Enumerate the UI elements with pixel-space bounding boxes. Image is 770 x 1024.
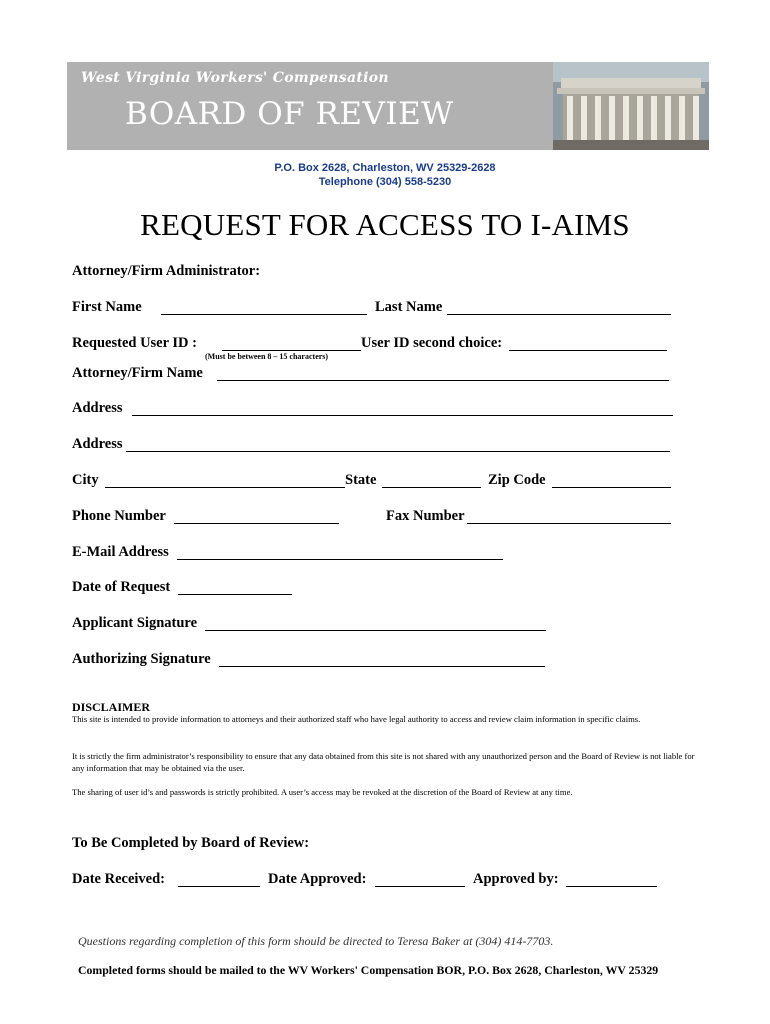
address2-field[interactable] <box>126 451 670 452</box>
requested-user-id-label: Requested User ID : <box>72 335 197 351</box>
address1-label: Address <box>72 400 123 416</box>
email-label: E-Mail Address <box>72 544 169 560</box>
board-heading: To Be Completed by Board of Review: <box>72 835 310 851</box>
city-field[interactable] <box>105 487 345 488</box>
questions-note: Questions regarding completion of this form should be directed to Teresa Baker at (304) 414-7703. <box>78 934 554 948</box>
header-banner <box>67 62 709 150</box>
phone-label: Phone Number <box>72 508 166 524</box>
user-id-hint: (Must be between 8 – 15 characters) <box>205 352 329 361</box>
user-id-second-field[interactable] <box>509 350 667 351</box>
first-name-field[interactable] <box>161 314 367 315</box>
approved-by-label: Approved by: <box>473 871 559 887</box>
disclaimer-paragraph-3: The sharing of user id’s and passwords is strictly prohibited. A user’s access may be revoked at the discretion of the Board of Review at any time. <box>72 787 573 797</box>
telephone-line: Telephone (304) 558-5230 <box>318 176 452 188</box>
date-approved-field[interactable] <box>375 886 465 887</box>
authorizing-signature-field[interactable] <box>219 666 545 667</box>
state-label: State <box>345 472 377 488</box>
address2-label: Address <box>72 436 123 452</box>
section-label: Attorney/Firm Administrator: <box>72 263 261 279</box>
applicant-signature-field[interactable] <box>205 630 546 631</box>
disclaimer-paragraph-2: It is strictly the firm administrator’s responsibility to ensure that any data obtained from this site is not shared with any unauthorized person and the Board of Review is not liable for any information that may be obtained via the user. <box>72 751 695 773</box>
date-received-field[interactable] <box>178 886 260 887</box>
zip-label: Zip Code <box>488 472 546 488</box>
fax-field[interactable] <box>467 523 671 524</box>
banner-title: BOARD OF REVIEW <box>125 96 454 132</box>
authorizing-signature-label: Authorizing Signature <box>72 651 211 667</box>
date-of-request-label: Date of Request <box>72 579 171 595</box>
firm-name-field[interactable] <box>217 380 669 381</box>
date-approved-label: Date Approved: <box>268 871 367 887</box>
approved-by-field[interactable] <box>566 886 657 887</box>
last-name-field[interactable] <box>447 314 671 315</box>
date-received-label: Date Received: <box>72 871 165 887</box>
disclaimer-paragraph-1: This site is intended to provide information to attorneys and their authorized staff who have legal authority to access and review claim information in specific claims. <box>72 714 641 724</box>
requested-user-id-field[interactable] <box>222 350 361 351</box>
firm-name-label: Attorney/Firm Name <box>72 365 203 381</box>
banner-subtitle: West Virginia Workers' Compensation <box>81 70 389 86</box>
date-of-request-field[interactable] <box>178 594 292 595</box>
disclaimer-heading: DISCLAIMER <box>72 700 151 714</box>
first-name-label: First Name <box>72 299 142 315</box>
form-title: REQUEST FOR ACCESS TO I-AIMS <box>140 207 630 242</box>
mailing-note: Completed forms should be mailed to the WV Workers' Compensation BOR, P.O. Box 2628, Charleston, WV 25329 <box>78 963 659 977</box>
zip-field[interactable] <box>552 487 671 488</box>
courthouse-photo <box>553 62 709 150</box>
last-name-label: Last Name <box>375 299 443 315</box>
phone-field[interactable] <box>174 523 339 524</box>
state-field[interactable] <box>382 487 481 488</box>
email-field[interactable] <box>177 559 503 560</box>
address1-field[interactable] <box>132 415 673 416</box>
user-id-second-label: User ID second choice: <box>361 335 503 351</box>
fax-label: Fax Number <box>386 508 465 524</box>
city-label: City <box>72 472 99 488</box>
applicant-signature-label: Applicant Signature <box>72 615 198 631</box>
address-line: P.O. Box 2628, Charleston, WV 25329-2628 <box>274 162 496 174</box>
